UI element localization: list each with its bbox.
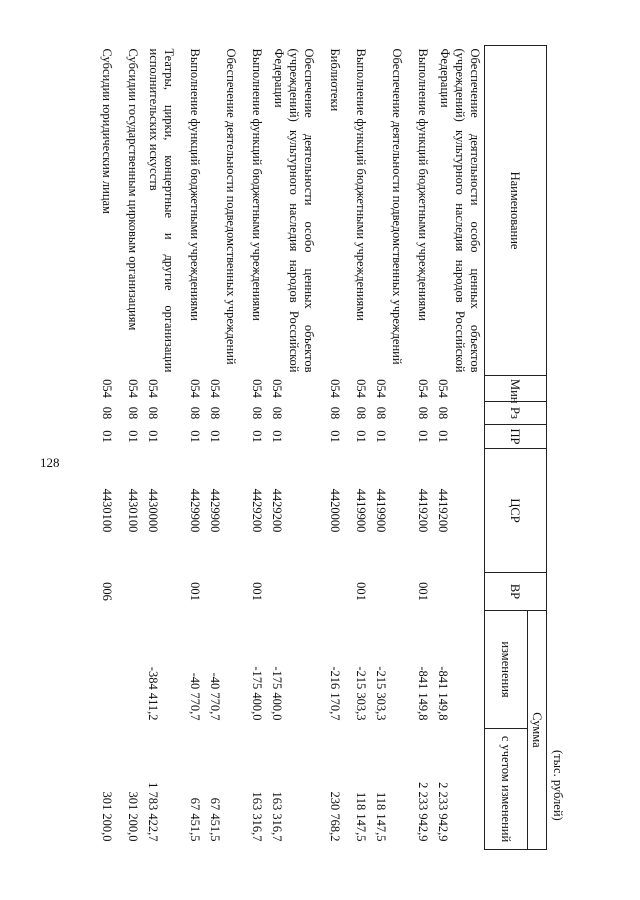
row-name: Обеспечение деятельности подведомственных учреждений bbox=[224, 48, 239, 365]
budget-table bbox=[91, 45, 548, 850]
row-vr bbox=[143, 573, 179, 611]
row-name: Обеспечение деятельности подведомственных учреждений bbox=[390, 48, 405, 365]
row-name: Субсидии государственным цирковым организациям bbox=[126, 48, 141, 331]
row-pr: 01 bbox=[188, 430, 203, 443]
row-csr: 4429200 bbox=[250, 488, 265, 533]
row-total: 163 316,7 bbox=[270, 791, 285, 842]
header-changes: изменения bbox=[485, 611, 528, 729]
table-row bbox=[241, 46, 267, 850]
row-min: 054 bbox=[328, 379, 343, 398]
row-rz: 08 bbox=[250, 406, 265, 420]
row-csr: 4429200 bbox=[270, 488, 285, 533]
table-row bbox=[91, 46, 117, 850]
row-change bbox=[117, 611, 143, 729]
row-rz: 08 bbox=[208, 406, 223, 420]
header-min: Мин bbox=[485, 376, 547, 402]
row-total: 301 200,0 bbox=[126, 791, 141, 842]
row-csr: 4420000 bbox=[328, 488, 343, 533]
row-pr: 01 bbox=[328, 430, 343, 443]
row-min: 054 bbox=[354, 379, 369, 398]
row-rz: 08 bbox=[416, 406, 431, 420]
page-number: 128 bbox=[40, 455, 60, 470]
header-with-changes: с учетом изменений bbox=[485, 729, 528, 850]
row-total: 67 451,5 bbox=[208, 797, 223, 842]
row-pr: 01 bbox=[100, 430, 115, 443]
table-row bbox=[319, 46, 345, 850]
row-csr: 4429900 bbox=[188, 488, 203, 533]
row-csr: 4419200 bbox=[416, 488, 431, 533]
table-row bbox=[143, 46, 179, 850]
row-pr: 01 bbox=[374, 430, 389, 443]
row-name: Выполнение функций бюджетными учреждениями bbox=[354, 48, 369, 321]
row-total: 118 147,5 bbox=[354, 791, 369, 842]
row-pr: 01 bbox=[354, 430, 369, 443]
row-name: Библиотеки bbox=[328, 48, 343, 112]
row-total: 67 451,5 bbox=[188, 797, 203, 842]
rotated-page-content bbox=[100, 45, 567, 850]
header-csr: ЦСР bbox=[485, 449, 547, 573]
row-min: 054 bbox=[436, 379, 450, 398]
row-rz: 08 bbox=[270, 406, 285, 420]
row-min: 054 bbox=[250, 379, 265, 398]
row-change bbox=[91, 611, 117, 729]
row-vr bbox=[371, 573, 407, 611]
row-total: 118 147,5 bbox=[374, 791, 389, 842]
row-pr: 01 bbox=[270, 430, 285, 443]
row-vr: 001 bbox=[188, 582, 203, 601]
row-pr: 01 bbox=[416, 430, 431, 443]
row-change: -40 770,7 bbox=[188, 672, 203, 721]
row-min: 054 bbox=[100, 379, 115, 398]
row-change: -841 149,8 bbox=[436, 666, 450, 721]
row-csr: 4430100 bbox=[126, 488, 141, 533]
row-min: 054 bbox=[374, 379, 389, 398]
row-min: 054 bbox=[126, 379, 141, 398]
row-vr bbox=[433, 573, 485, 611]
row-pr: 01 bbox=[436, 430, 450, 443]
row-vr bbox=[267, 573, 319, 611]
row-change: -841 149,8 bbox=[416, 666, 431, 721]
row-total: 2 233 942,9 bbox=[416, 782, 431, 842]
row-change: -384 411,2 bbox=[146, 666, 161, 721]
row-change: -40 770,7 bbox=[208, 672, 223, 721]
row-csr: 4430100 bbox=[100, 488, 115, 533]
row-change: -215 303,3 bbox=[374, 666, 389, 721]
row-vr bbox=[117, 573, 143, 611]
row-rz: 08 bbox=[328, 406, 343, 420]
row-name: Субсидии юридическим лицам bbox=[100, 48, 115, 214]
row-change: -215 303,3 bbox=[354, 666, 369, 721]
row-rz: 08 bbox=[374, 406, 389, 420]
row-min: 054 bbox=[188, 379, 203, 398]
row-rz: 08 bbox=[354, 406, 369, 420]
row-rz: 08 bbox=[188, 406, 203, 420]
row-vr: 001 bbox=[416, 582, 431, 601]
table-row bbox=[345, 46, 371, 850]
row-pr: 01 bbox=[208, 430, 223, 443]
header-summa: Сумма bbox=[528, 611, 547, 850]
header-vr: ВР bbox=[485, 573, 547, 611]
header-rz: Рз bbox=[485, 402, 547, 425]
row-csr: 4430000 bbox=[146, 488, 161, 533]
row-vr: 006 bbox=[100, 582, 115, 601]
row-total: 230 768,2 bbox=[328, 791, 343, 842]
row-vr: 001 bbox=[250, 582, 265, 601]
row-total: 163 316,7 bbox=[250, 791, 265, 842]
row-min: 054 bbox=[416, 379, 431, 398]
row-total: 1 783 422,7 bbox=[146, 782, 161, 842]
row-csr: 4419900 bbox=[354, 488, 369, 533]
row-vr bbox=[205, 573, 241, 611]
table-row bbox=[205, 46, 241, 850]
row-pr: 01 bbox=[126, 430, 141, 443]
row-min: 054 bbox=[208, 379, 223, 398]
row-csr: 4419900 bbox=[374, 488, 389, 533]
row-name: Выполнение функций бюджетными учреждениями bbox=[250, 48, 265, 321]
table-row bbox=[433, 46, 485, 850]
row-total: 2 233 942,9 bbox=[436, 782, 450, 842]
units-label: (тыс. рублей) bbox=[551, 750, 565, 821]
row-change: -175 400,0 bbox=[270, 666, 285, 721]
row-csr: 4419200 bbox=[436, 488, 450, 533]
row-change: -175 400,0 bbox=[250, 666, 265, 721]
table-row bbox=[371, 46, 407, 850]
row-total: 301 200,0 bbox=[100, 791, 115, 842]
table-row bbox=[407, 46, 433, 850]
row-name: Обеспечение деятельности особо ценных объектов (учреждений) культурного наследия народов Российской Федерации bbox=[438, 48, 482, 373]
table-body bbox=[91, 46, 485, 850]
row-name: Обеспечение деятельности особо ценных объектов (учреждений) культурного наследия народов Российской Федерации bbox=[272, 48, 317, 373]
header-pr: ПР bbox=[485, 425, 547, 449]
table-header bbox=[485, 46, 547, 850]
row-name: Выполнение функций бюджетными учреждениями bbox=[416, 48, 431, 321]
header-name: Наименование bbox=[485, 46, 547, 376]
row-min: 054 bbox=[146, 379, 161, 398]
row-pr: 01 bbox=[250, 430, 265, 443]
row-rz: 08 bbox=[436, 406, 450, 420]
row-rz: 08 bbox=[126, 406, 141, 420]
row-vr bbox=[319, 573, 345, 611]
table-row bbox=[117, 46, 143, 850]
row-name: Театры, цирки, концертные и другие организации исполнительских искусств bbox=[147, 48, 177, 373]
row-min: 054 bbox=[270, 379, 285, 398]
row-vr: 001 bbox=[354, 582, 369, 601]
row-pr: 01 bbox=[146, 430, 161, 443]
row-rz: 08 bbox=[146, 406, 161, 420]
table-row bbox=[179, 46, 205, 850]
table-row bbox=[267, 46, 319, 850]
row-name: Выполнение функций бюджетными учреждениями bbox=[188, 48, 203, 321]
row-rz: 08 bbox=[100, 406, 115, 420]
row-change: -216 170,7 bbox=[328, 666, 343, 721]
row-csr: 4429900 bbox=[208, 488, 223, 533]
